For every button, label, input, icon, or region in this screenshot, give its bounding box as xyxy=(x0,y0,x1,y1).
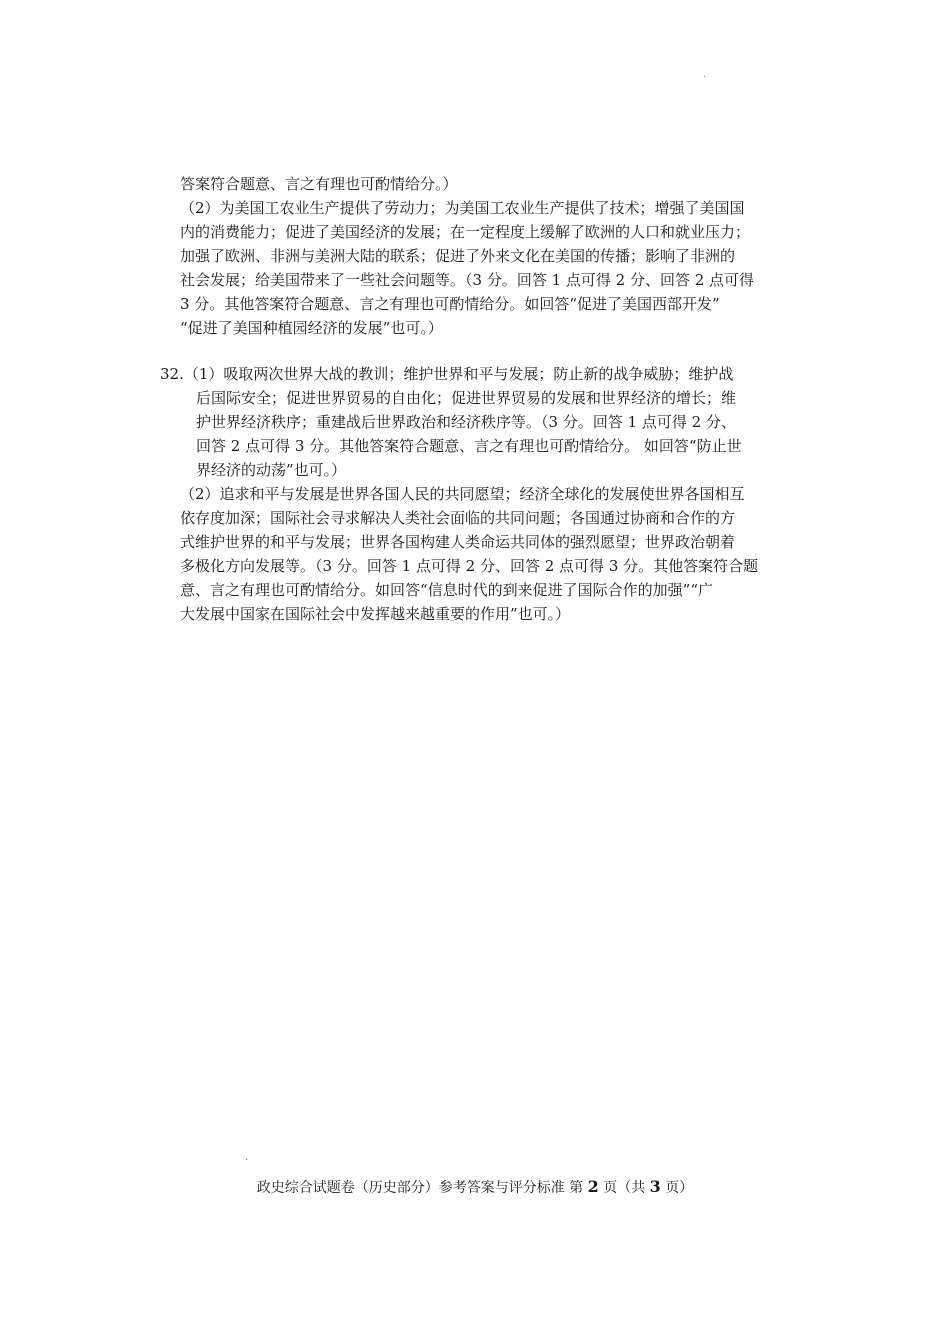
text-line: 3 分。其他答案符合题意、言之有理也可酌情给分。如回答“促进了美国西部开发” xyxy=(180,295,720,313)
text-line: 依存度加深；国际社会寻求解决人类社会面临的共同问题；各国通过协商和合作的方 xyxy=(180,509,736,527)
footer-suffix: 页） xyxy=(665,1180,694,1196)
footer-total-pages: 3 xyxy=(649,1177,661,1196)
text-line: 大发展中国家在国际社会中发挥越来越重要的作用”也可。） xyxy=(180,605,571,623)
text-line: 意、言之有理也可酌情给分。如回答“信息时代的到来促进了国际合作的加强”“广 xyxy=(180,581,714,599)
corner-mark: · xyxy=(703,72,707,83)
text-line: （2）为美国工农业生产提供了劳动力；为美国工农业生产提供了技术；增强了美国国 xyxy=(180,199,745,217)
text-line: 后国际安全；促进世界贸易的自由化；促进世界贸易的发展和世界经济的增长；维 xyxy=(196,389,737,407)
text-line: 式维护世界的和平与发展；世界各国构建人类命运共同体的强烈愿望；世界政治朝着 xyxy=(180,533,736,551)
text-line: 护世界经济秩序；重建战后世界政治和经济秩序等。（3 分。回答 1 点可得 2 分、 xyxy=(196,413,736,431)
text-line: 加强了欧洲、非洲与美洲大陆的联系；促进了外来文化在美国的传播；影响了非洲的 xyxy=(180,247,736,265)
text-line: 答案符合题意、言之有理也可酌情给分。） xyxy=(180,175,458,193)
q32-part1-answer xyxy=(160,362,742,482)
footer-mid: 页（共 xyxy=(603,1180,646,1196)
text-line: 多极化方向发展等。（3 分。回答 1 点可得 2 分、回答 2 点可得 3 分。其他答案符合题 xyxy=(180,557,759,575)
footer-mark: · xyxy=(245,1155,249,1166)
page-footer xyxy=(0,1176,950,1199)
text-line: 回答 2 点可得 3 分。其他答案符合题意、言之有理也可酌情给分。 如回答“防止世 xyxy=(196,437,742,455)
text-line: 社会发展；给美国带来了一些社会问题等。（3 分。回答 1 点可得 2 分、回答 2 点可得 xyxy=(180,271,755,289)
footer-page-number: 2 xyxy=(587,1177,599,1196)
footer-prefix: 政史综合试题卷（历史部分）参考答案与评分标准 第 xyxy=(256,1180,584,1196)
question-number-line: 32.（1）吸取两次世界大战的教训；维护世界和平与发展；防止新的战争威胁；维护战 xyxy=(160,365,734,383)
text-line: 内的消费能力；促进了美国经济的发展；在一定程度上缓解了欧洲的人口和就业压力； xyxy=(180,223,751,241)
text-line: 界经济的动荡”也可。） xyxy=(196,461,347,479)
q31-answer-tail xyxy=(180,172,754,340)
text-line: “促进了美国种植园经济的发展”也可。） xyxy=(180,319,443,337)
q32-part2-answer xyxy=(180,482,758,626)
text-line: （2）追求和平与发展是世界各国人民的共同愿望；经济全球化的发展使世界各国相互 xyxy=(180,485,745,503)
